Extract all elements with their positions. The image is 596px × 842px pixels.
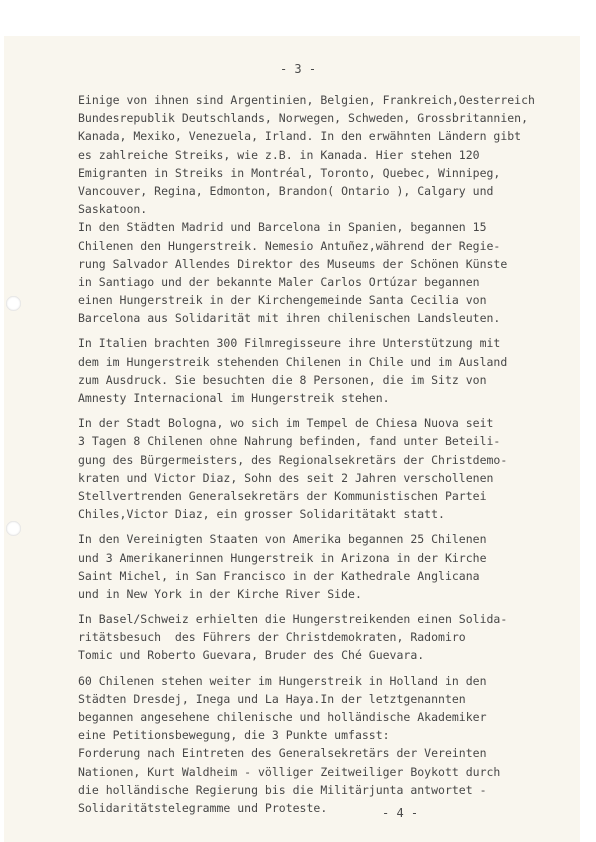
text-line: In Italien brachten 300 Filmregisseure ihre Unterstützung mit (78, 336, 501, 351)
text-line: In den Vereinigten Staaten von Amerika begannen 25 Chilenen (78, 532, 487, 547)
text-line: Barcelona aus Solidarität mit ihren chilenischen Landsleuten. (78, 311, 501, 326)
text-line: 3 Tagen 8 Chilenen ohne Nahrung befinden, fand unter Beteili- (78, 434, 501, 449)
text-line: begannen angesehene chilenische und holländische Akademiker (78, 710, 487, 724)
text-line: zum Ausdruck. Sie besuchten die 8 Personen, die im Sitz von (78, 372, 487, 387)
paragraph-gap (78, 523, 568, 530)
paragraph (78, 91, 568, 327)
paragraph (78, 530, 568, 603)
text-line: Städten Dresdej, Inega und La Haya.In der letztgenannten (78, 691, 466, 706)
text-line: dem im Hungerstreik stehenden Chilenen in Chile und im Ausland (78, 354, 508, 369)
text-line: In den Städten Madrid und Barcelona in Spanien, begannen 15 (78, 220, 487, 235)
paragraph (78, 334, 568, 407)
paragraph-gap (78, 407, 568, 414)
text-line: Chiles,Victor Diaz, ein grosser Solidaritätakt statt. (78, 507, 445, 522)
text-line: gung des Bürgermeisters, des Regionalsekretärs der Christdemo- (78, 452, 508, 467)
text-line: und in New York in der Kirche River Side. (78, 586, 362, 601)
punch-hole-bottom (6, 521, 21, 536)
paragraph (78, 610, 568, 665)
text-line: Bundesrepublik Deutschlands, Norwegen, Schweden, Grossbritannien, (78, 111, 529, 126)
paragraph (78, 414, 568, 523)
text-line: einen Hungerstreik in der Kirchengemeinde Santa Cecilia von (78, 293, 487, 308)
text-line: Vancouver, Regina, Edmonton, Brandon( Ontario ), Calgary und (78, 183, 494, 198)
text-line: und 3 Amerikanerinnen Hungerstreik in Arizona in der Kirche (78, 550, 487, 565)
text-line: Emigranten in Streiks in Montréal, Toronto, Quebec, Winnipeg, (78, 165, 501, 180)
page-number-top: - 3 - (279, 62, 317, 76)
text-line: in Santiago und der bekannte Maler Carlos Ortúzar begannen (78, 274, 480, 289)
text-line: eine Petitionsbewegung, die 3 Punkte umfasst: (78, 728, 390, 743)
text-line: Saskatoon. (78, 202, 148, 217)
text-line: In Basel/Schweiz erhielten die Hungerstreikenden einen Solida- (78, 612, 508, 627)
text-line: Saint Michel, in San Francisco in der Kathedrale Anglicana (78, 568, 480, 583)
paragraph (78, 672, 568, 818)
page-number-next: - 4 - (382, 806, 419, 820)
text-line: kraten und Victor Diaz, Sohn des seit 2 Jahren verschollenen (78, 470, 494, 485)
text-line: Solidaritätstelegramme und Proteste. (78, 800, 328, 815)
paragraph-gap (78, 603, 568, 610)
paragraph-gap (78, 665, 568, 672)
text-line: Tomic und Roberto Guevara, Bruder des Ché Guevara. (78, 648, 425, 663)
text-line: Einige von ihnen sind Argentinien, Belgien, Frankreich,Oesterreich (78, 93, 535, 107)
text-line: In der Stadt Bologna, wo sich im Tempel de Chiesa Nuova seit (78, 416, 494, 431)
text-line: Forderung nach Eintreten des Generalsekretärs der Vereinten (78, 746, 487, 761)
text-line: Amnesty Internacional im Hungerstreik stehen. (78, 391, 390, 405)
text-line: Stellvertrenden Generalsekretärs der Kommunistischen Partei (78, 488, 487, 503)
text-line: es zahlreiche Streiks, wie z.B. in Kanada. Hier stehen 120 (78, 147, 480, 162)
text-line: Nationen, Kurt Waldheim - völliger Zeitweiliger Boykott durch (78, 764, 501, 779)
paragraph-gap (78, 327, 568, 334)
punch-hole-top (6, 296, 21, 311)
text-line: rung Salvador Allendes Direktor des Museums der Schönen Künste (78, 256, 508, 271)
text-line: die holländische Regierung bis die Militärjunta antwortet - (78, 782, 487, 797)
text-line: ritätsbesuch des Führers der Christdemokraten, Radomiro (78, 630, 466, 645)
text-line: 60 Chilenen stehen weiter im Hungerstreik in Holland in den (78, 673, 487, 688)
text-line: Kanada, Mexiko, Venezuela, Irland. In den erwähnten Ländern gibt (78, 129, 522, 144)
text-line: Chilenen den Hungerstreik. Nemesio Antuñez,während der Regie- (78, 238, 501, 253)
body-text (78, 91, 568, 817)
